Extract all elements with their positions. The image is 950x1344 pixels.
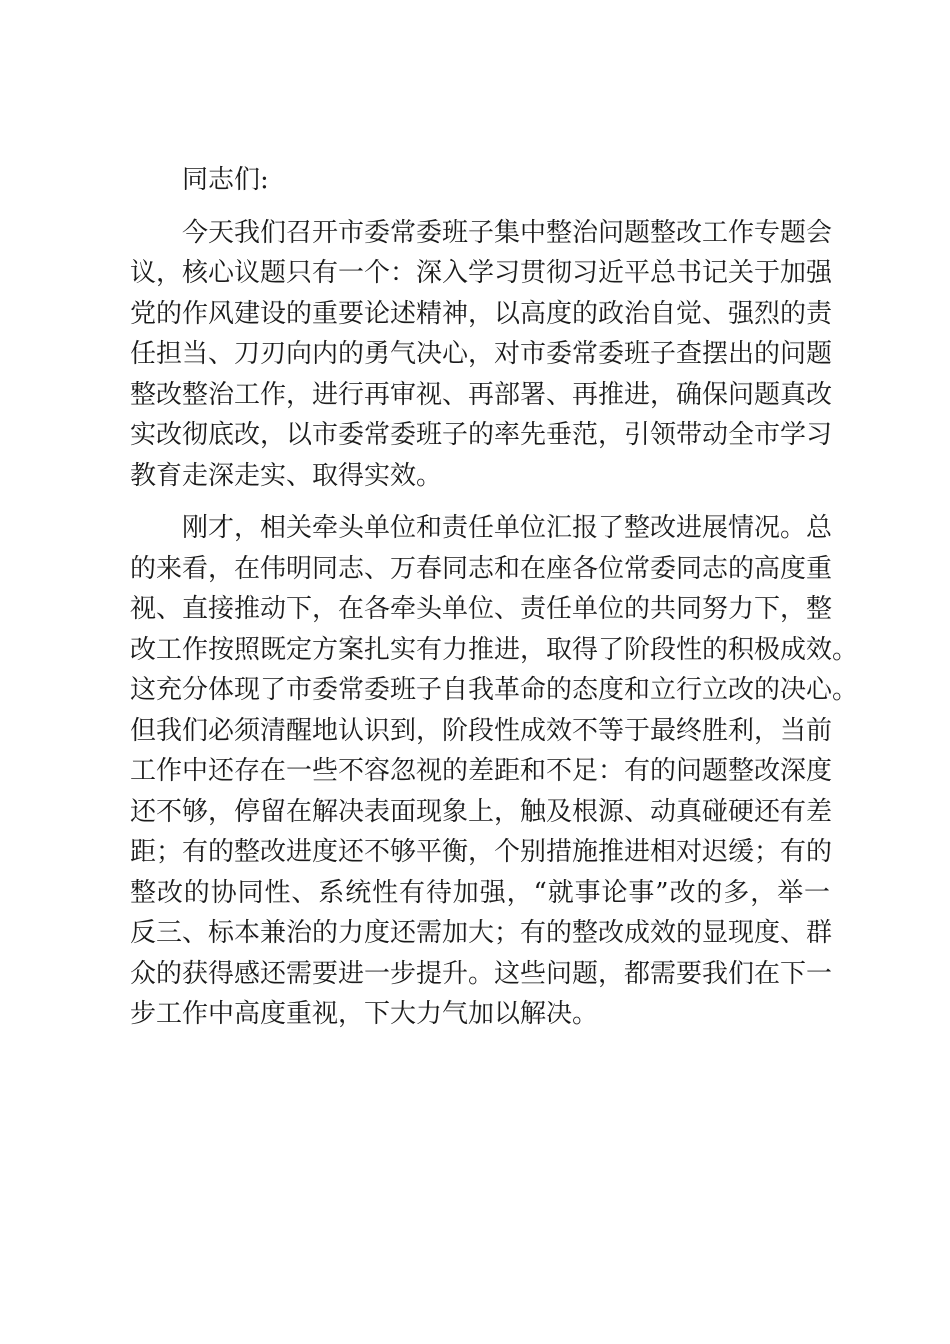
paragraph-line: 但我们必须清醒地认识到，阶段性成效不等于最终胜利，当前 xyxy=(130,715,833,746)
paragraph-line: 步工作中高度重视，下大力气加以解决。 xyxy=(130,999,599,1029)
paragraph-line: 党的作风建设的重要论述精神，以高度的政治自觉、强烈的责 xyxy=(130,298,833,329)
paragraph-line: 的来看，在伟明同志、万春同志和在座各位常委同志的高度重 xyxy=(130,553,833,584)
paragraph-line: 整改的协同性、系统性有待加强，“就事论事”改的多，举一 xyxy=(130,877,830,908)
paragraph-2 xyxy=(130,508,859,1035)
paragraph-1 xyxy=(130,213,833,497)
paragraph-line: 还不够，停留在解决表面现象上，触及根源、动真碰硬还有差 xyxy=(130,796,833,827)
paragraph-line: 改工作按照既定方案扎实有力推进，取得了阶段性的积极成效。 xyxy=(130,634,859,665)
paragraph-line: 教育走深走实、取得实效。 xyxy=(130,460,443,491)
document-body xyxy=(130,160,859,1047)
paragraph-line: 工作中还存在一些不容忽视的差距和不足：有的问题整改深度 xyxy=(130,756,833,786)
paragraph-line: 实改彻底改，以市委常委班子的率先垂范，引领带动全市学习 xyxy=(130,420,833,450)
paragraph-line: 距；有的整改进度还不够平衡，个别措施推进相对迟缓；有的 xyxy=(130,837,833,867)
paragraph-line: 这充分体现了市委常委班子自我革命的态度和立行立改的决心。 xyxy=(130,675,859,705)
paragraph-line: 反三、标本兼治的力度还需加大；有的整改成效的显现度、群 xyxy=(130,918,833,948)
paragraph-line: 议，核心议题只有一个：深入学习贯彻习近平总书记关于加强 xyxy=(130,258,833,288)
paragraph-line: 刚才，相关牵头单位和责任单位汇报了整改进展情况。总 xyxy=(182,513,833,543)
salutation: 同志们: xyxy=(182,165,269,195)
paragraph-line: 今天我们召开市委常委班子集中整治问题整改工作专题会 xyxy=(182,217,833,248)
paragraph-line: 任担当、刀刃向内的勇气决心，对市委常委班子查摆出的问题 xyxy=(130,339,833,369)
paragraph-line: 视、直接推动下，在各牵头单位、责任单位的共同努力下，整 xyxy=(130,594,833,624)
paragraph-line: 整改整治工作，进行再审视、再部署、再推进，确保问题真改 xyxy=(130,379,833,410)
paragraph-line: 众的获得感还需要进一步提升。这些问题，都需要我们在下一 xyxy=(130,958,833,989)
